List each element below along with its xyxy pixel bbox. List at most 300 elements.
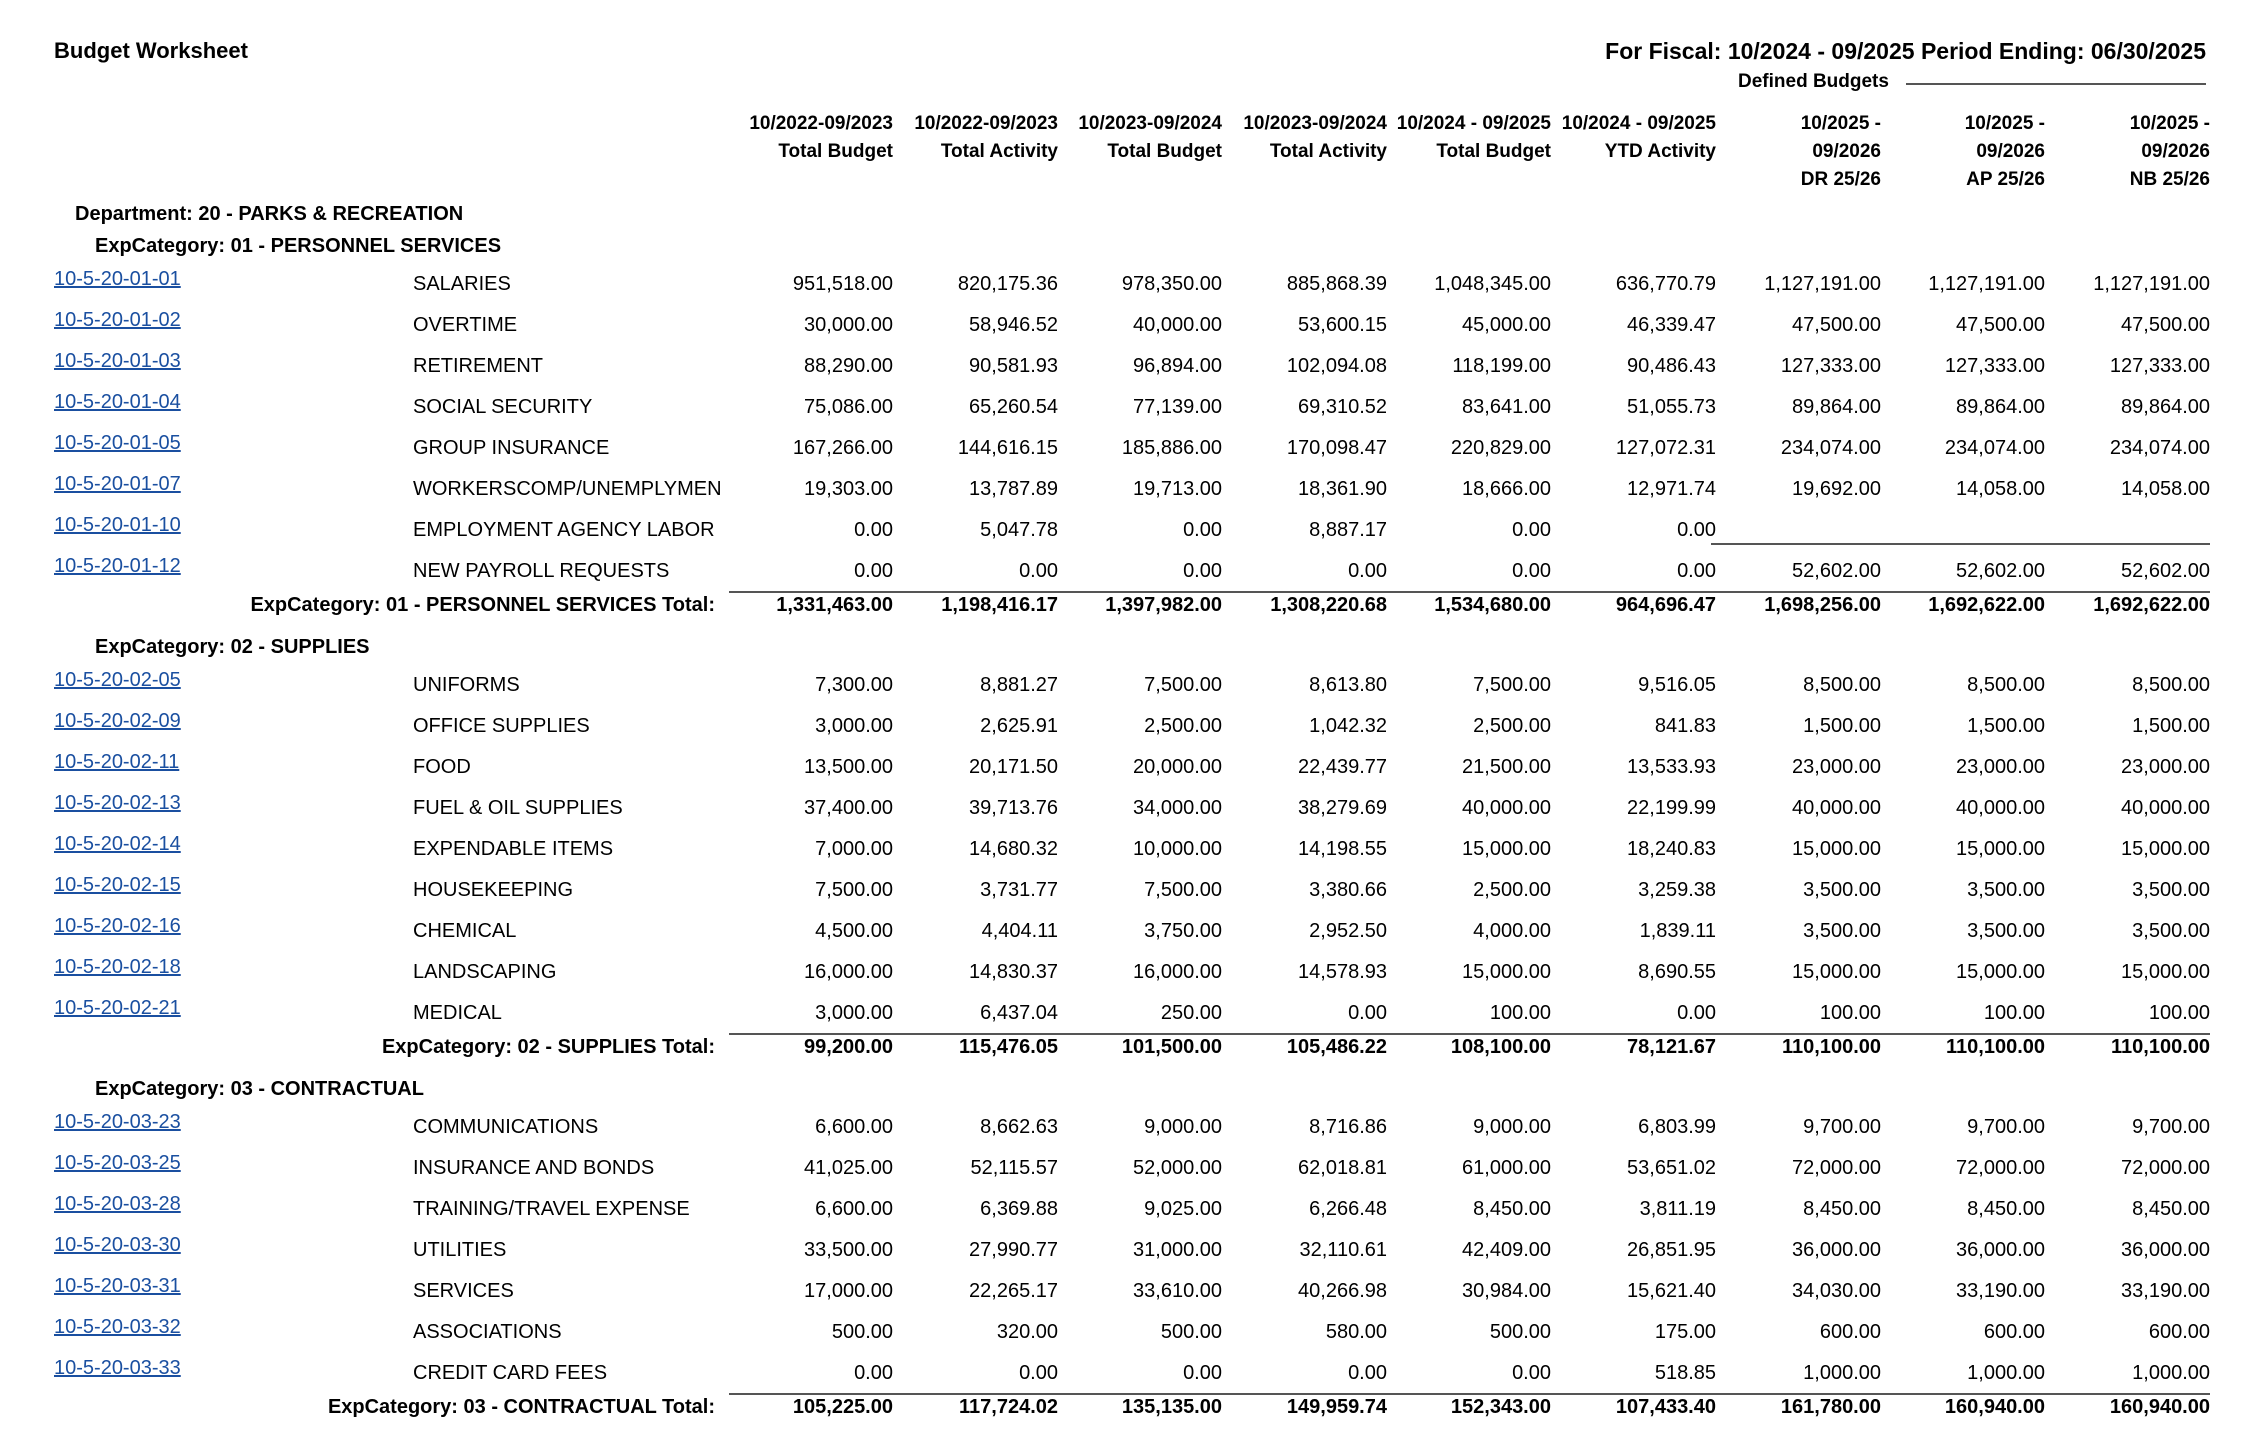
total-rule <box>729 1393 2210 1395</box>
category-total-label: ExpCategory: 02 - SUPPLIES Total: <box>381 1036 715 1058</box>
table-row <box>0 350 2250 391</box>
table-row <box>0 1357 2250 1398</box>
amount-cell: 17,000.00 <box>804 1280 893 1302</box>
column-header-line: Total Activity <box>940 141 1058 162</box>
account-link[interactable]: 10-5-20-03-32 <box>54 1316 181 1338</box>
amount-cell: 8,450.00 <box>1473 1198 1551 1220</box>
column-header-line: 09/2026 <box>2141 141 2210 162</box>
column-header-line: YTD Activity <box>1604 141 1716 162</box>
column-header-line: 10/2023-09/2024 <box>1243 113 1387 134</box>
column-header-line: 10/2025 - <box>1964 113 2045 134</box>
total-amount-cell: 108,100.00 <box>1450 1036 1551 1058</box>
total-amount-cell: 1,692,622.00 <box>1928 594 2045 616</box>
total-amount-cell: 107,433.40 <box>1615 1396 1716 1418</box>
amount-cell: 89,864.00 <box>1956 396 2045 418</box>
amount-cell: 62,018.81 <box>1298 1157 1387 1179</box>
amount-cell: 33,190.00 <box>1956 1280 2045 1302</box>
amount-cell: 52,115.57 <box>970 1157 1058 1179</box>
amount-cell: 22,439.77 <box>1298 756 1387 778</box>
column-header-line: 10/2025 - <box>2129 113 2210 134</box>
amount-cell: 19,713.00 <box>1133 478 1222 500</box>
amount-cell: 8,450.00 <box>2132 1198 2210 1220</box>
amount-cell: 61,000.00 <box>1462 1157 1551 1179</box>
account-description: TRAINING/TRAVEL EXPENSE <box>413 1198 690 1220</box>
amount-cell: 46,339.47 <box>1627 314 1716 336</box>
amount-cell: 65,260.54 <box>969 396 1058 418</box>
amount-cell: 72,000.00 <box>1792 1157 1881 1179</box>
total-amount-cell: 101,500.00 <box>1121 1036 1222 1058</box>
amount-cell: 9,000.00 <box>1473 1116 1551 1138</box>
column-header-line: AP 25/26 <box>1966 169 2045 190</box>
amount-cell: 8,450.00 <box>1967 1198 2045 1220</box>
amount-cell: 15,000.00 <box>2121 838 2210 860</box>
account-link[interactable]: 10-5-20-03-33 <box>54 1357 181 1379</box>
amount-cell: 15,000.00 <box>1792 838 1881 860</box>
total-amount-cell: 964,696.47 <box>1615 594 1716 616</box>
total-amount-cell: 161,780.00 <box>1780 1396 1881 1418</box>
table-row <box>0 1111 2250 1152</box>
amount-cell: 0.00 <box>1019 560 1058 582</box>
table-row <box>0 1152 2250 1193</box>
amount-cell: 0.00 <box>854 560 893 582</box>
amount-cell: 234,074.00 <box>1780 437 1881 459</box>
amount-cell: 15,000.00 <box>1956 838 2045 860</box>
total-amount-cell: 1,692,622.00 <box>2093 594 2210 616</box>
total-amount-cell: 78,121.67 <box>1627 1036 1716 1058</box>
amount-cell: 13,500.00 <box>804 756 893 778</box>
account-link[interactable]: 10-5-20-01-12 <box>54 555 181 577</box>
amount-cell: 13,787.89 <box>969 478 1058 500</box>
amount-cell: 100.00 <box>1489 1002 1551 1024</box>
amount-cell: 1,000.00 <box>2132 1362 2210 1384</box>
amount-cell: 102,094.08 <box>1286 355 1387 377</box>
amount-cell: 41,025.00 <box>804 1157 893 1179</box>
amount-cell: 3,731.77 <box>980 879 1058 901</box>
amount-cell: 23,000.00 <box>2121 756 2210 778</box>
amount-cell: 89,864.00 <box>2121 396 2210 418</box>
amount-cell: 127,333.00 <box>1944 355 2045 377</box>
amount-cell: 3,750.00 <box>1144 920 1222 942</box>
amount-cell: 167,266.00 <box>792 437 893 459</box>
category-total-row <box>0 594 2250 624</box>
amount-cell: 600.00 <box>1819 1321 1881 1343</box>
column-header <box>2010 110 2210 194</box>
account-description: WORKERSCOMP/UNEMPLYMEN <box>413 478 722 500</box>
amount-cell: 6,266.48 <box>1309 1198 1387 1220</box>
amount-cell: 220,829.00 <box>1450 437 1551 459</box>
amount-cell: 40,266.98 <box>1298 1280 1387 1302</box>
amount-cell: 820,175.36 <box>957 273 1058 295</box>
total-amount-cell: 1,534,680.00 <box>1434 594 1551 616</box>
column-header-line: 10/2025 - <box>1800 113 1881 134</box>
total-amount-cell: 1,698,256.00 <box>1764 594 1881 616</box>
amount-cell: 500.00 <box>831 1321 893 1343</box>
table-row <box>0 997 2250 1038</box>
category-total-row <box>0 1396 2250 1426</box>
amount-cell: 3,380.66 <box>1309 879 1387 901</box>
amount-cell: 8,500.00 <box>1803 674 1881 696</box>
amount-cell: 22,265.17 <box>969 1280 1058 1302</box>
amount-cell: 53,600.15 <box>1298 314 1387 336</box>
table-row <box>0 915 2250 956</box>
account-link[interactable]: 10-5-20-01-10 <box>54 514 181 536</box>
amount-cell: 3,500.00 <box>1967 879 2045 901</box>
amount-cell: 40,000.00 <box>2121 797 2210 819</box>
amount-cell: 53,651.02 <box>1627 1157 1716 1179</box>
column-header-line: 10/2023-09/2024 <box>1078 113 1222 134</box>
total-amount-cell: 1,198,416.17 <box>941 594 1058 616</box>
column-header-line: 10/2024 - 09/2025 <box>1561 113 1716 134</box>
amount-cell: 23,000.00 <box>1792 756 1881 778</box>
amount-cell: 0.00 <box>1512 1362 1551 1384</box>
amount-cell: 18,666.00 <box>1462 478 1551 500</box>
account-description: RETIREMENT <box>413 355 543 377</box>
category-heading: ExpCategory: 01 - PERSONNEL SERVICES <box>95 235 502 257</box>
amount-cell: 1,000.00 <box>1967 1362 2045 1384</box>
report-title: Budget Worksheet <box>54 38 248 63</box>
amount-cell: 23,000.00 <box>1956 756 2045 778</box>
amount-cell: 7,000.00 <box>815 838 893 860</box>
amount-cell: 234,074.00 <box>1944 437 2045 459</box>
amount-cell: 8,450.00 <box>1803 1198 1881 1220</box>
account-description: SERVICES <box>413 1280 514 1302</box>
amount-cell: 8,662.63 <box>980 1116 1058 1138</box>
account-description: SOCIAL SECURITY <box>413 396 593 418</box>
amount-cell: 36,000.00 <box>1792 1239 1881 1261</box>
table-row <box>0 268 2250 309</box>
amount-cell: 3,500.00 <box>1967 920 2045 942</box>
amount-cell: 72,000.00 <box>1956 1157 2045 1179</box>
account-link[interactable]: 10-5-20-03-23 <box>54 1111 181 1133</box>
table-row <box>0 833 2250 874</box>
amount-cell: 27,990.77 <box>969 1239 1058 1261</box>
account-description: UNIFORMS <box>413 674 520 696</box>
amount-cell: 40,000.00 <box>1462 797 1551 819</box>
account-description: HOUSEKEEPING <box>413 879 574 901</box>
amount-cell: 0.00 <box>1183 560 1222 582</box>
total-amount-cell: 1,308,220.68 <box>1270 594 1387 616</box>
amount-cell: 6,600.00 <box>815 1116 893 1138</box>
amount-cell: 5,047.78 <box>980 519 1058 541</box>
table-row <box>0 432 2250 473</box>
account-link[interactable]: 10-5-20-02-15 <box>54 874 181 896</box>
amount-cell: 34,030.00 <box>1792 1280 1881 1302</box>
amount-cell: 3,500.00 <box>2132 879 2210 901</box>
amount-cell: 14,058.00 <box>1956 478 2045 500</box>
amount-cell: 31,000.00 <box>1133 1239 1222 1261</box>
column-header-line: Total Budget <box>1107 141 1222 162</box>
column-header-line: 10/2022-09/2023 <box>749 113 893 134</box>
amount-cell: 3,500.00 <box>1803 879 1881 901</box>
amount-cell: 2,952.50 <box>1309 920 1387 942</box>
total-amount-cell: 160,940.00 <box>1944 1396 2045 1418</box>
account-description: LANDSCAPING <box>413 961 557 983</box>
amount-cell: 1,839.11 <box>1639 920 1716 942</box>
amount-cell: 175.00 <box>1654 1321 1716 1343</box>
account-description: FOOD <box>413 756 471 778</box>
amount-cell: 0.00 <box>1183 1362 1222 1384</box>
amount-cell: 8,690.55 <box>1638 961 1716 983</box>
column-header-line: NB 25/26 <box>2129 169 2210 190</box>
account-description: UTILITIES <box>413 1239 507 1261</box>
account-description: EMPLOYMENT AGENCY LABOR <box>413 519 715 541</box>
amount-cell: 90,581.93 <box>969 355 1058 377</box>
amount-cell: 7,500.00 <box>1144 879 1222 901</box>
amount-cell: 0.00 <box>854 1362 893 1384</box>
amount-cell: 7,500.00 <box>1473 674 1551 696</box>
amount-cell: 234,074.00 <box>2109 437 2210 459</box>
amount-cell: 8,500.00 <box>1967 674 2045 696</box>
amount-cell: 636,770.79 <box>1615 273 1716 295</box>
amount-cell: 600.00 <box>2148 1321 2210 1343</box>
amount-cell: 841.83 <box>1654 715 1716 737</box>
amount-cell: 127,072.31 <box>1615 437 1716 459</box>
amount-cell: 33,610.00 <box>1133 1280 1222 1302</box>
table-row <box>0 555 2250 596</box>
account-description: CREDIT CARD FEES <box>413 1362 608 1384</box>
fiscal-period: For Fiscal: 10/2024 - 09/2025 Period Ending: 06/30/2025 <box>1605 38 2206 64</box>
table-row <box>0 473 2250 514</box>
table-row <box>0 792 2250 833</box>
amount-cell: 4,404.11 <box>981 920 1058 942</box>
amount-cell: 9,516.05 <box>1638 674 1716 696</box>
amount-cell: 320.00 <box>996 1321 1058 1343</box>
account-description: INSURANCE AND BONDS <box>413 1157 655 1179</box>
column-header-line: 09/2026 <box>1812 141 1881 162</box>
table-row <box>0 751 2250 792</box>
account-link[interactable]: 10-5-20-01-07 <box>54 473 181 495</box>
amount-cell: 3,500.00 <box>2132 920 2210 942</box>
amount-cell: 951,518.00 <box>792 273 893 295</box>
total-amount-cell: 160,940.00 <box>2109 1396 2210 1418</box>
amount-cell: 4,000.00 <box>1473 920 1551 942</box>
amount-cell: 1,048,345.00 <box>1434 273 1551 295</box>
amount-cell: 16,000.00 <box>1133 961 1222 983</box>
amount-cell: 19,303.00 <box>804 478 893 500</box>
amount-cell: 9,700.00 <box>1803 1116 1881 1138</box>
amount-cell: 30,000.00 <box>804 314 893 336</box>
column-header-line: DR 25/26 <box>1800 169 1881 190</box>
account-description: CHEMICAL <box>413 920 517 942</box>
amount-cell: 9,700.00 <box>1967 1116 2045 1138</box>
account-link[interactable]: 10-5-20-02-14 <box>54 833 181 855</box>
account-link[interactable]: 10-5-20-02-05 <box>54 669 181 691</box>
amount-cell: 10,000.00 <box>1133 838 1222 860</box>
total-amount-cell: 99,200.00 <box>804 1036 893 1058</box>
blank-entry-line <box>2040 543 2210 545</box>
amount-cell: 1,000.00 <box>1803 1362 1881 1384</box>
amount-cell: 2,625.91 <box>980 715 1058 737</box>
amount-cell: 26,851.95 <box>1627 1239 1716 1261</box>
amount-cell: 2,500.00 <box>1473 715 1551 737</box>
total-amount-cell: 110,100.00 <box>1946 1036 2045 1058</box>
amount-cell: 185,886.00 <box>1121 437 1222 459</box>
amount-cell: 170,098.47 <box>1286 437 1387 459</box>
amount-cell: 100.00 <box>1983 1002 2045 1024</box>
amount-cell: 0.00 <box>1019 1362 1058 1384</box>
total-amount-cell: 105,225.00 <box>792 1396 893 1418</box>
account-link[interactable]: 10-5-20-03-28 <box>54 1193 181 1215</box>
amount-cell: 0.00 <box>1677 519 1716 541</box>
amount-cell: 33,190.00 <box>2121 1280 2210 1302</box>
defined-budgets-rule <box>1906 83 2206 85</box>
defined-budgets-label: Defined Budgets <box>1738 71 1889 92</box>
amount-cell: 52,602.00 <box>1956 560 2045 582</box>
amount-cell: 978,350.00 <box>1121 273 1222 295</box>
account-link[interactable]: 10-5-20-01-01 <box>54 268 181 290</box>
account-description: GROUP INSURANCE <box>413 437 610 459</box>
amount-cell: 36,000.00 <box>1956 1239 2045 1261</box>
amount-cell: 47,500.00 <box>1792 314 1881 336</box>
account-link[interactable]: 10-5-20-01-02 <box>54 309 181 331</box>
amount-cell: 1,127,191.00 <box>1764 273 1881 295</box>
blank-entry-line <box>1875 543 2045 545</box>
account-description: FUEL & OIL SUPPLIES <box>413 797 623 819</box>
amount-cell: 1,042.32 <box>1309 715 1387 737</box>
amount-cell: 6,437.04 <box>980 1002 1058 1024</box>
column-header-line: 10/2022-09/2023 <box>914 113 1058 134</box>
account-link[interactable]: 10-5-20-02-16 <box>54 915 181 937</box>
amount-cell: 42,409.00 <box>1462 1239 1551 1261</box>
account-description: ASSOCIATIONS <box>413 1321 562 1343</box>
amount-cell: 33,500.00 <box>804 1239 893 1261</box>
amount-cell: 6,803.99 <box>1638 1116 1716 1138</box>
amount-cell: 6,369.88 <box>980 1198 1058 1220</box>
table-row <box>0 391 2250 432</box>
account-description: OFFICE SUPPLIES <box>413 715 590 737</box>
total-amount-cell: 135,135.00 <box>1121 1396 1222 1418</box>
amount-cell: 9,700.00 <box>2132 1116 2210 1138</box>
account-description: NEW PAYROLL REQUESTS <box>413 560 670 582</box>
table-row <box>0 309 2250 350</box>
amount-cell: 52,000.00 <box>1133 1157 1222 1179</box>
amount-cell: 3,000.00 <box>815 1002 893 1024</box>
amount-cell: 14,830.37 <box>969 961 1058 983</box>
amount-cell: 4,500.00 <box>815 920 893 942</box>
amount-cell: 37,400.00 <box>804 797 893 819</box>
amount-cell: 0.00 <box>1677 1002 1716 1024</box>
blank-entry-line <box>1711 543 1881 545</box>
amount-cell: 20,171.50 <box>969 756 1058 778</box>
account-link[interactable]: 10-5-20-03-25 <box>54 1152 181 1174</box>
account-link[interactable]: 10-5-20-02-18 <box>54 956 181 978</box>
total-amount-cell: 149,959.74 <box>1286 1396 1387 1418</box>
amount-cell: 96,894.00 <box>1133 355 1222 377</box>
account-link[interactable]: 10-5-20-03-31 <box>54 1275 181 1297</box>
amount-cell: 88,290.00 <box>804 355 893 377</box>
account-link[interactable]: 10-5-20-02-11 <box>54 751 180 773</box>
amount-cell: 0.00 <box>1677 560 1716 582</box>
amount-cell: 30,984.00 <box>1462 1280 1551 1302</box>
amount-cell: 40,000.00 <box>1792 797 1881 819</box>
amount-cell: 36,000.00 <box>2121 1239 2210 1261</box>
amount-cell: 16,000.00 <box>804 961 893 983</box>
amount-cell: 72,000.00 <box>2121 1157 2210 1179</box>
amount-cell: 14,578.93 <box>1298 961 1387 983</box>
amount-cell: 127,333.00 <box>1780 355 1881 377</box>
amount-cell: 47,500.00 <box>2121 314 2210 336</box>
amount-cell: 34,000.00 <box>1133 797 1222 819</box>
total-amount-cell: 110,100.00 <box>1782 1036 1881 1058</box>
amount-cell: 52,602.00 <box>2121 560 2210 582</box>
amount-cell: 58,946.52 <box>969 314 1058 336</box>
table-row <box>0 514 2250 555</box>
amount-cell: 2,500.00 <box>1473 879 1551 901</box>
amount-cell: 32,110.61 <box>1299 1239 1387 1261</box>
amount-cell: 7,500.00 <box>815 879 893 901</box>
amount-cell: 8,716.86 <box>1309 1116 1387 1138</box>
amount-cell: 20,000.00 <box>1133 756 1222 778</box>
account-link[interactable]: 10-5-20-03-30 <box>54 1234 181 1256</box>
table-row <box>0 669 2250 710</box>
amount-cell: 40,000.00 <box>1133 314 1222 336</box>
amount-cell: 83,641.00 <box>1462 396 1551 418</box>
amount-cell: 2,500.00 <box>1144 715 1222 737</box>
amount-cell: 47,500.00 <box>1956 314 2045 336</box>
account-description: EXPENDABLE ITEMS <box>413 838 614 860</box>
amount-cell: 38,279.69 <box>1298 797 1387 819</box>
amount-cell: 18,240.83 <box>1627 838 1716 860</box>
account-link[interactable]: 10-5-20-01-04 <box>54 391 181 413</box>
amount-cell: 52,602.00 <box>1792 560 1881 582</box>
total-rule <box>729 591 2210 593</box>
column-header-line: Total Budget <box>1436 141 1551 162</box>
amount-cell: 14,058.00 <box>2121 478 2210 500</box>
table-row <box>0 956 2250 997</box>
amount-cell: 3,811.19 <box>1639 1198 1716 1220</box>
amount-cell: 600.00 <box>1983 1321 2045 1343</box>
amount-cell: 15,000.00 <box>1462 838 1551 860</box>
amount-cell: 9,025.00 <box>1144 1198 1222 1220</box>
amount-cell: 500.00 <box>1489 1321 1551 1343</box>
table-row <box>0 874 2250 915</box>
amount-cell: 1,500.00 <box>1803 715 1881 737</box>
account-link[interactable]: 10-5-20-01-03 <box>54 350 181 372</box>
total-amount-cell: 117,724.02 <box>959 1396 1058 1418</box>
amount-cell: 39,713.76 <box>969 797 1058 819</box>
column-header-line: Total Budget <box>778 141 893 162</box>
amount-cell: 250.00 <box>1160 1002 1222 1024</box>
amount-cell: 22,199.99 <box>1627 797 1716 819</box>
account-link[interactable]: 10-5-20-02-21 <box>54 997 181 1019</box>
category-heading: ExpCategory: 03 - CONTRACTUAL <box>95 1078 424 1100</box>
amount-cell: 75,086.00 <box>804 396 893 418</box>
amount-cell: 9,000.00 <box>1144 1116 1222 1138</box>
account-description: SALARIES <box>413 273 511 295</box>
amount-cell: 0.00 <box>1348 1002 1387 1024</box>
amount-cell: 0.00 <box>1512 560 1551 582</box>
amount-cell: 0.00 <box>854 519 893 541</box>
total-amount-cell: 152,343.00 <box>1450 1396 1551 1418</box>
table-row <box>0 1193 2250 1234</box>
table-row <box>0 1316 2250 1357</box>
account-link[interactable]: 10-5-20-02-09 <box>54 710 181 732</box>
total-amount-cell: 110,100.00 <box>2111 1036 2210 1058</box>
account-link[interactable]: 10-5-20-02-13 <box>54 792 181 814</box>
total-amount-cell: 115,476.05 <box>959 1036 1058 1058</box>
amount-cell: 15,000.00 <box>1462 961 1551 983</box>
account-link[interactable]: 10-5-20-01-05 <box>54 432 181 454</box>
amount-cell: 89,864.00 <box>1792 396 1881 418</box>
table-row <box>0 1234 2250 1275</box>
amount-cell: 15,000.00 <box>1956 961 2045 983</box>
amount-cell: 90,486.43 <box>1627 355 1716 377</box>
amount-cell: 51,055.73 <box>1627 396 1716 418</box>
amount-cell: 0.00 <box>1512 519 1551 541</box>
amount-cell: 13,533.93 <box>1627 756 1716 778</box>
category-total-label: ExpCategory: 01 - PERSONNEL SERVICES Total: <box>250 594 715 616</box>
amount-cell: 144,616.15 <box>957 437 1058 459</box>
